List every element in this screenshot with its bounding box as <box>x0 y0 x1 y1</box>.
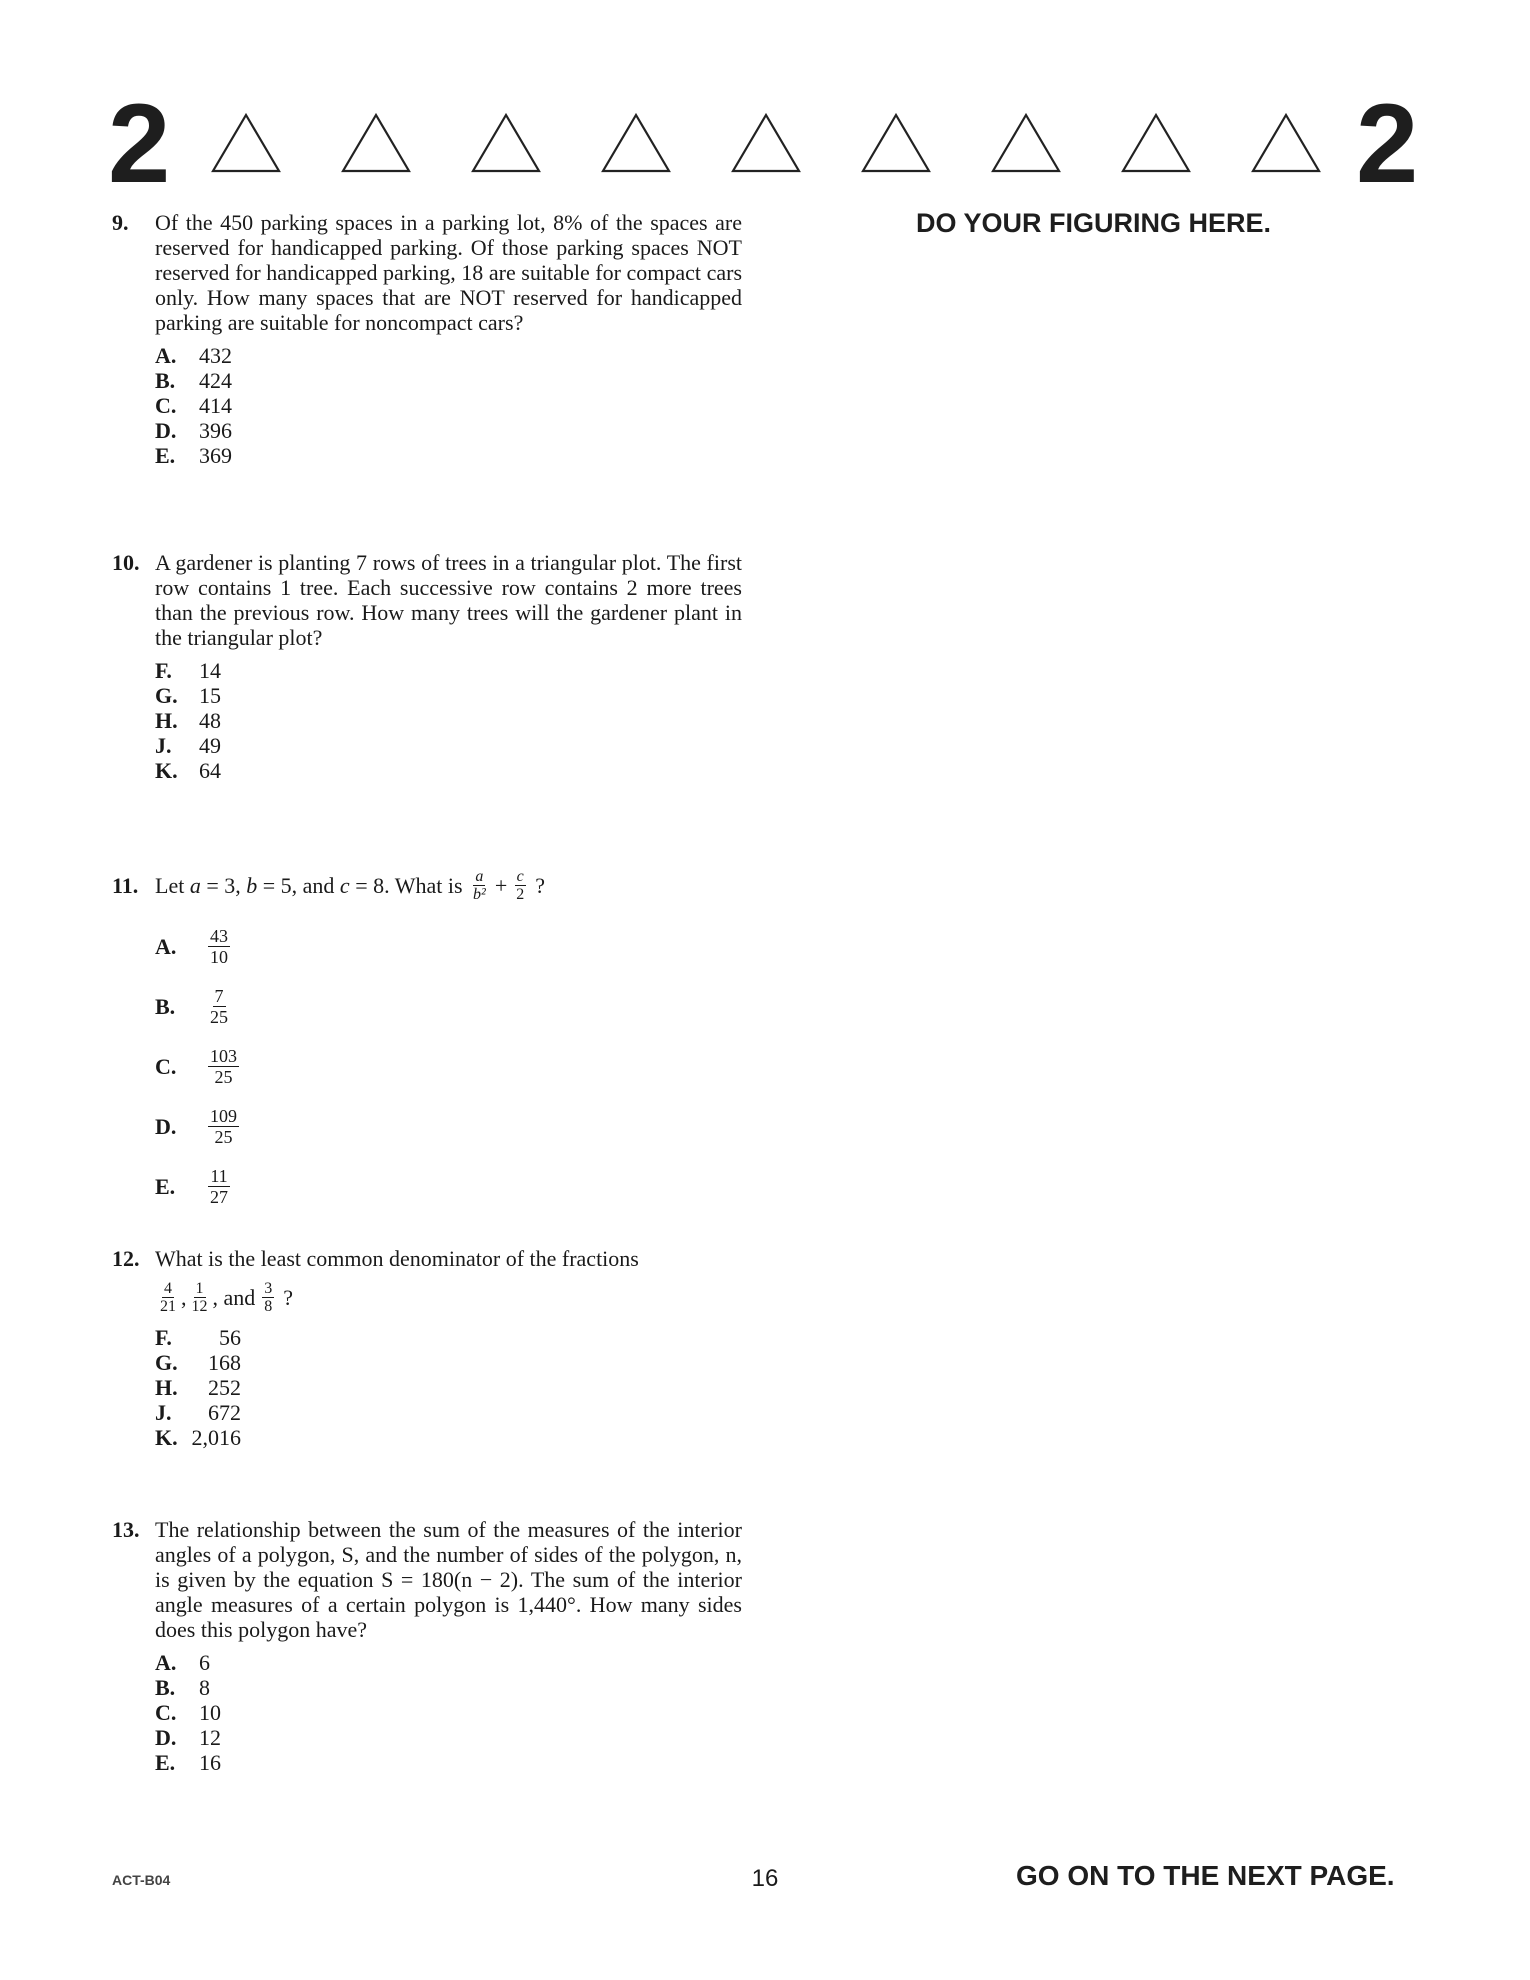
answer-choice-e[interactable]: E. 16 <box>155 1750 221 1775</box>
fraction: $\frac{a}{\text{b²}}$ <box>473 867 486 903</box>
triangle-outline-icon <box>1250 112 1322 174</box>
answer-choice-e[interactable]: E. $\frac{11}{27}$ <box>155 1165 228 1207</box>
question-13 <box>112 1517 742 1775</box>
answer-choices <box>155 1325 742 1450</box>
question-9 <box>112 210 742 468</box>
triangle-outline-icon <box>730 112 802 174</box>
question-text: Let a = 3, b = 5, and c = 8. What is $\frac{a}{\text{b²}}$ + $\frac{c}{2}$ ? <box>155 867 545 903</box>
section-number-left: 2 <box>108 81 171 206</box>
triangle-outline-icon <box>1120 112 1192 174</box>
fraction: $\frac{1}{12}$ <box>191 1279 208 1315</box>
answer-choice-j[interactable]: J. 49 <box>155 733 221 758</box>
answer-choice-k[interactable]: K. 2,016 <box>155 1425 241 1450</box>
answer-choices <box>155 916 742 1216</box>
answer-choice-h[interactable]: H. 48 <box>155 708 221 733</box>
question-number: 12. <box>112 1246 140 1271</box>
fraction-list: $\frac{4}{21}$ , $\frac{1}{12}$ , and $\frac{3}{8}$ ? <box>160 1279 294 1315</box>
fraction: $\frac{7}{25}$ <box>210 985 228 1027</box>
answer-choice-f[interactable]: F. 56 <box>155 1325 241 1350</box>
answer-choice-a[interactable]: A. 432 <box>155 343 232 368</box>
question-12 <box>112 1246 742 1450</box>
triangle-divider-row <box>210 112 1330 182</box>
triangle-outline-icon <box>990 112 1062 174</box>
continue-instruction: GO ON TO THE NEXT PAGE. <box>1016 1860 1395 1891</box>
fraction: $\frac{103}{25}$ <box>210 1045 237 1087</box>
question-text: What is the least common denominator of the fractions <box>155 1246 639 1271</box>
fraction: $\frac{4}{21}$ <box>160 1279 176 1315</box>
fraction: $\frac{109}{25}$ <box>210 1105 237 1147</box>
fraction: $\frac{11}{27}$ <box>210 1165 228 1207</box>
answer-choice-g[interactable]: G. 168 <box>155 1350 241 1375</box>
question-number: 13. <box>112 1517 140 1542</box>
answer-choices <box>155 1650 742 1775</box>
answer-choice-d[interactable]: D. 12 <box>155 1725 221 1750</box>
triangle-outline-icon <box>600 112 672 174</box>
question-number: 9. <box>112 210 129 235</box>
answer-choice-c[interactable]: C. $\frac{103}{25}$ <box>155 1045 237 1087</box>
answer-choice-c[interactable]: C. 10 <box>155 1700 221 1725</box>
answer-choice-c[interactable]: C. 414 <box>155 393 232 418</box>
answer-choice-a[interactable]: A. 6 <box>155 1650 210 1675</box>
section-number-right: 2 <box>1356 81 1419 206</box>
question-text: The relationship between the sum of the measures of the interior angles of a polygon, S, and the number of sides of the polygon, n, is given by the equation S = 180(n − 2). The sum of the interior angle measures of a certain polygon is 1,440°. How many sides does this polygon have? <box>155 1517 742 1642</box>
answer-choice-k[interactable]: K. 64 <box>155 758 221 783</box>
answer-choice-j[interactable]: J. 672 <box>155 1400 241 1425</box>
question-text: A gardener is planting 7 rows of trees in a triangular plot. The first row contains 1 tree. Each successive row contains 2 more trees than the previous row. How many trees will the gardener plant in the triangular plot? <box>155 550 742 650</box>
answer-choice-f[interactable]: F. 14 <box>155 658 221 683</box>
answer-choice-b[interactable]: B. 424 <box>155 368 232 393</box>
answer-choice-a[interactable]: A. $\frac{43}{10}$ <box>155 925 228 967</box>
question-text: Of the 450 parking spaces in a parking lot, 8% of the spaces are reserved for handicapped parking. Of those parking spaces NOT reserved for handicapped parking, 18 are suitable for compact cars only. How many spaces that are NOT reserved for handicapped parking are suitable for noncompact cars? <box>155 210 742 335</box>
answer-choice-b[interactable]: B. 8 <box>155 1675 210 1700</box>
answer-choice-g[interactable]: G. 15 <box>155 683 221 708</box>
page-number: 16 <box>751 1865 779 1892</box>
question-number: 11. <box>112 873 139 898</box>
fraction: $\frac{3}{8}$ <box>264 1279 273 1315</box>
answer-choice-b[interactable]: B. $\frac{7}{25}$ <box>155 985 228 1027</box>
question-10 <box>112 550 742 783</box>
question-number: 10. <box>112 550 140 575</box>
triangle-outline-icon <box>860 112 932 174</box>
answer-choice-d[interactable]: D. 396 <box>155 418 232 443</box>
answer-choice-e[interactable]: E. 369 <box>155 443 232 468</box>
answer-choice-d[interactable]: D. $\frac{109}{25}$ <box>155 1105 237 1147</box>
fraction: $\frac{c}{2}$ <box>516 867 525 903</box>
fraction: $\frac{43}{10}$ <box>210 925 228 967</box>
answer-choices <box>155 343 742 468</box>
triangle-outline-icon <box>210 112 282 174</box>
figuring-instruction: DO YOUR FIGURING HERE. <box>916 208 1272 238</box>
question-11 <box>112 860 742 1216</box>
test-form-code: ACT-B04 <box>112 1872 171 1888</box>
answer-choice-h[interactable]: H. 252 <box>155 1375 241 1400</box>
triangle-outline-icon <box>470 112 542 174</box>
answer-choices <box>155 658 742 783</box>
triangle-outline-icon <box>340 112 412 174</box>
